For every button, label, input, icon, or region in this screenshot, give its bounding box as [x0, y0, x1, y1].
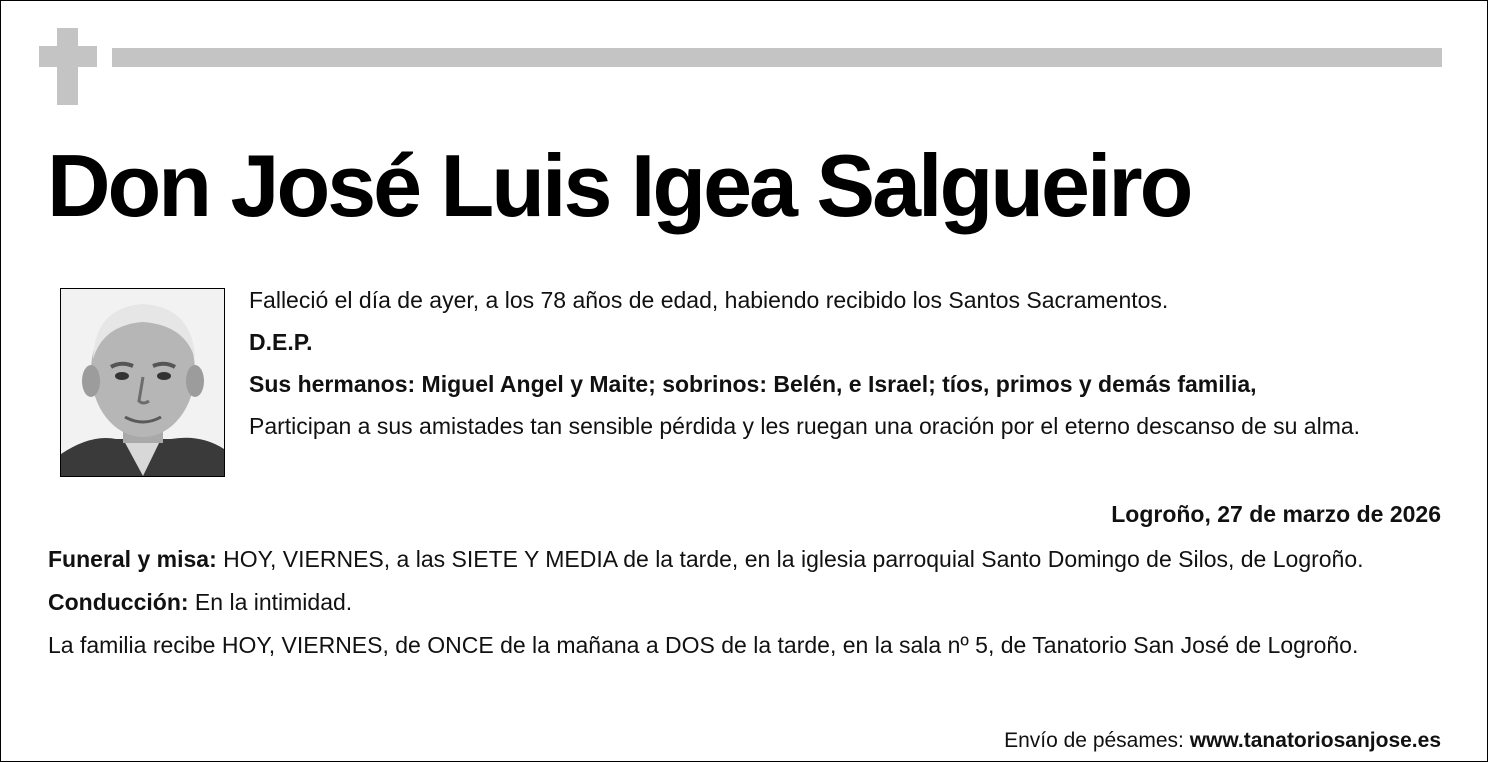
conduccion-text: En la intimidad. — [188, 589, 353, 615]
notice-body — [249, 284, 1429, 452]
funeral-text: HOY, VIERNES, a las SIETE Y MEDIA de la tarde, en la iglesia parroquial Santo Domingo de Silos, de Logroño. — [216, 546, 1364, 572]
condolences-footer — [1004, 726, 1441, 756]
funeral-label: Funeral y misa: — [48, 546, 217, 572]
condolences-url[interactable]: www.tanatoriosanjose.es — [1189, 729, 1441, 752]
dateline: Logroño, 27 de marzo de 2026 — [1111, 501, 1441, 527]
conduccion-info — [48, 586, 1388, 618]
service-details — [48, 543, 1388, 672]
cross-icon-bar — [39, 46, 97, 67]
reception-info: La familia recibe HOY, VIERNES, de ONCE de la mañana a DOS de la tarde, en la sala nº 5, de Tanatorio San José de Logroño. — [48, 632, 1359, 658]
funeral-info — [48, 543, 1388, 575]
family-text: Sus hermanos: Miguel Angel y Maite; sobrinos: Belén, e Israel; tíos, primos y demás familia, — [249, 371, 1257, 397]
portrait-photo — [60, 288, 225, 477]
message-text: Participan a sus amistades tan sensible pérdida y les ruegan una oración por el eterno descanso de su alma. — [249, 413, 1361, 439]
intro-text: Falleció el día de ayer, a los 78 años de edad, habiendo recibido los Santos Sacramentos. — [249, 287, 1169, 313]
header-rule — [112, 48, 1442, 67]
condolences-label: Envío de pésames: — [1004, 729, 1190, 752]
deceased-name: Don José Luis Igea Salgueiro — [47, 136, 1191, 235]
dep-text: D.E.P. — [249, 329, 313, 355]
conduccion-label: Conducción: — [48, 589, 189, 615]
